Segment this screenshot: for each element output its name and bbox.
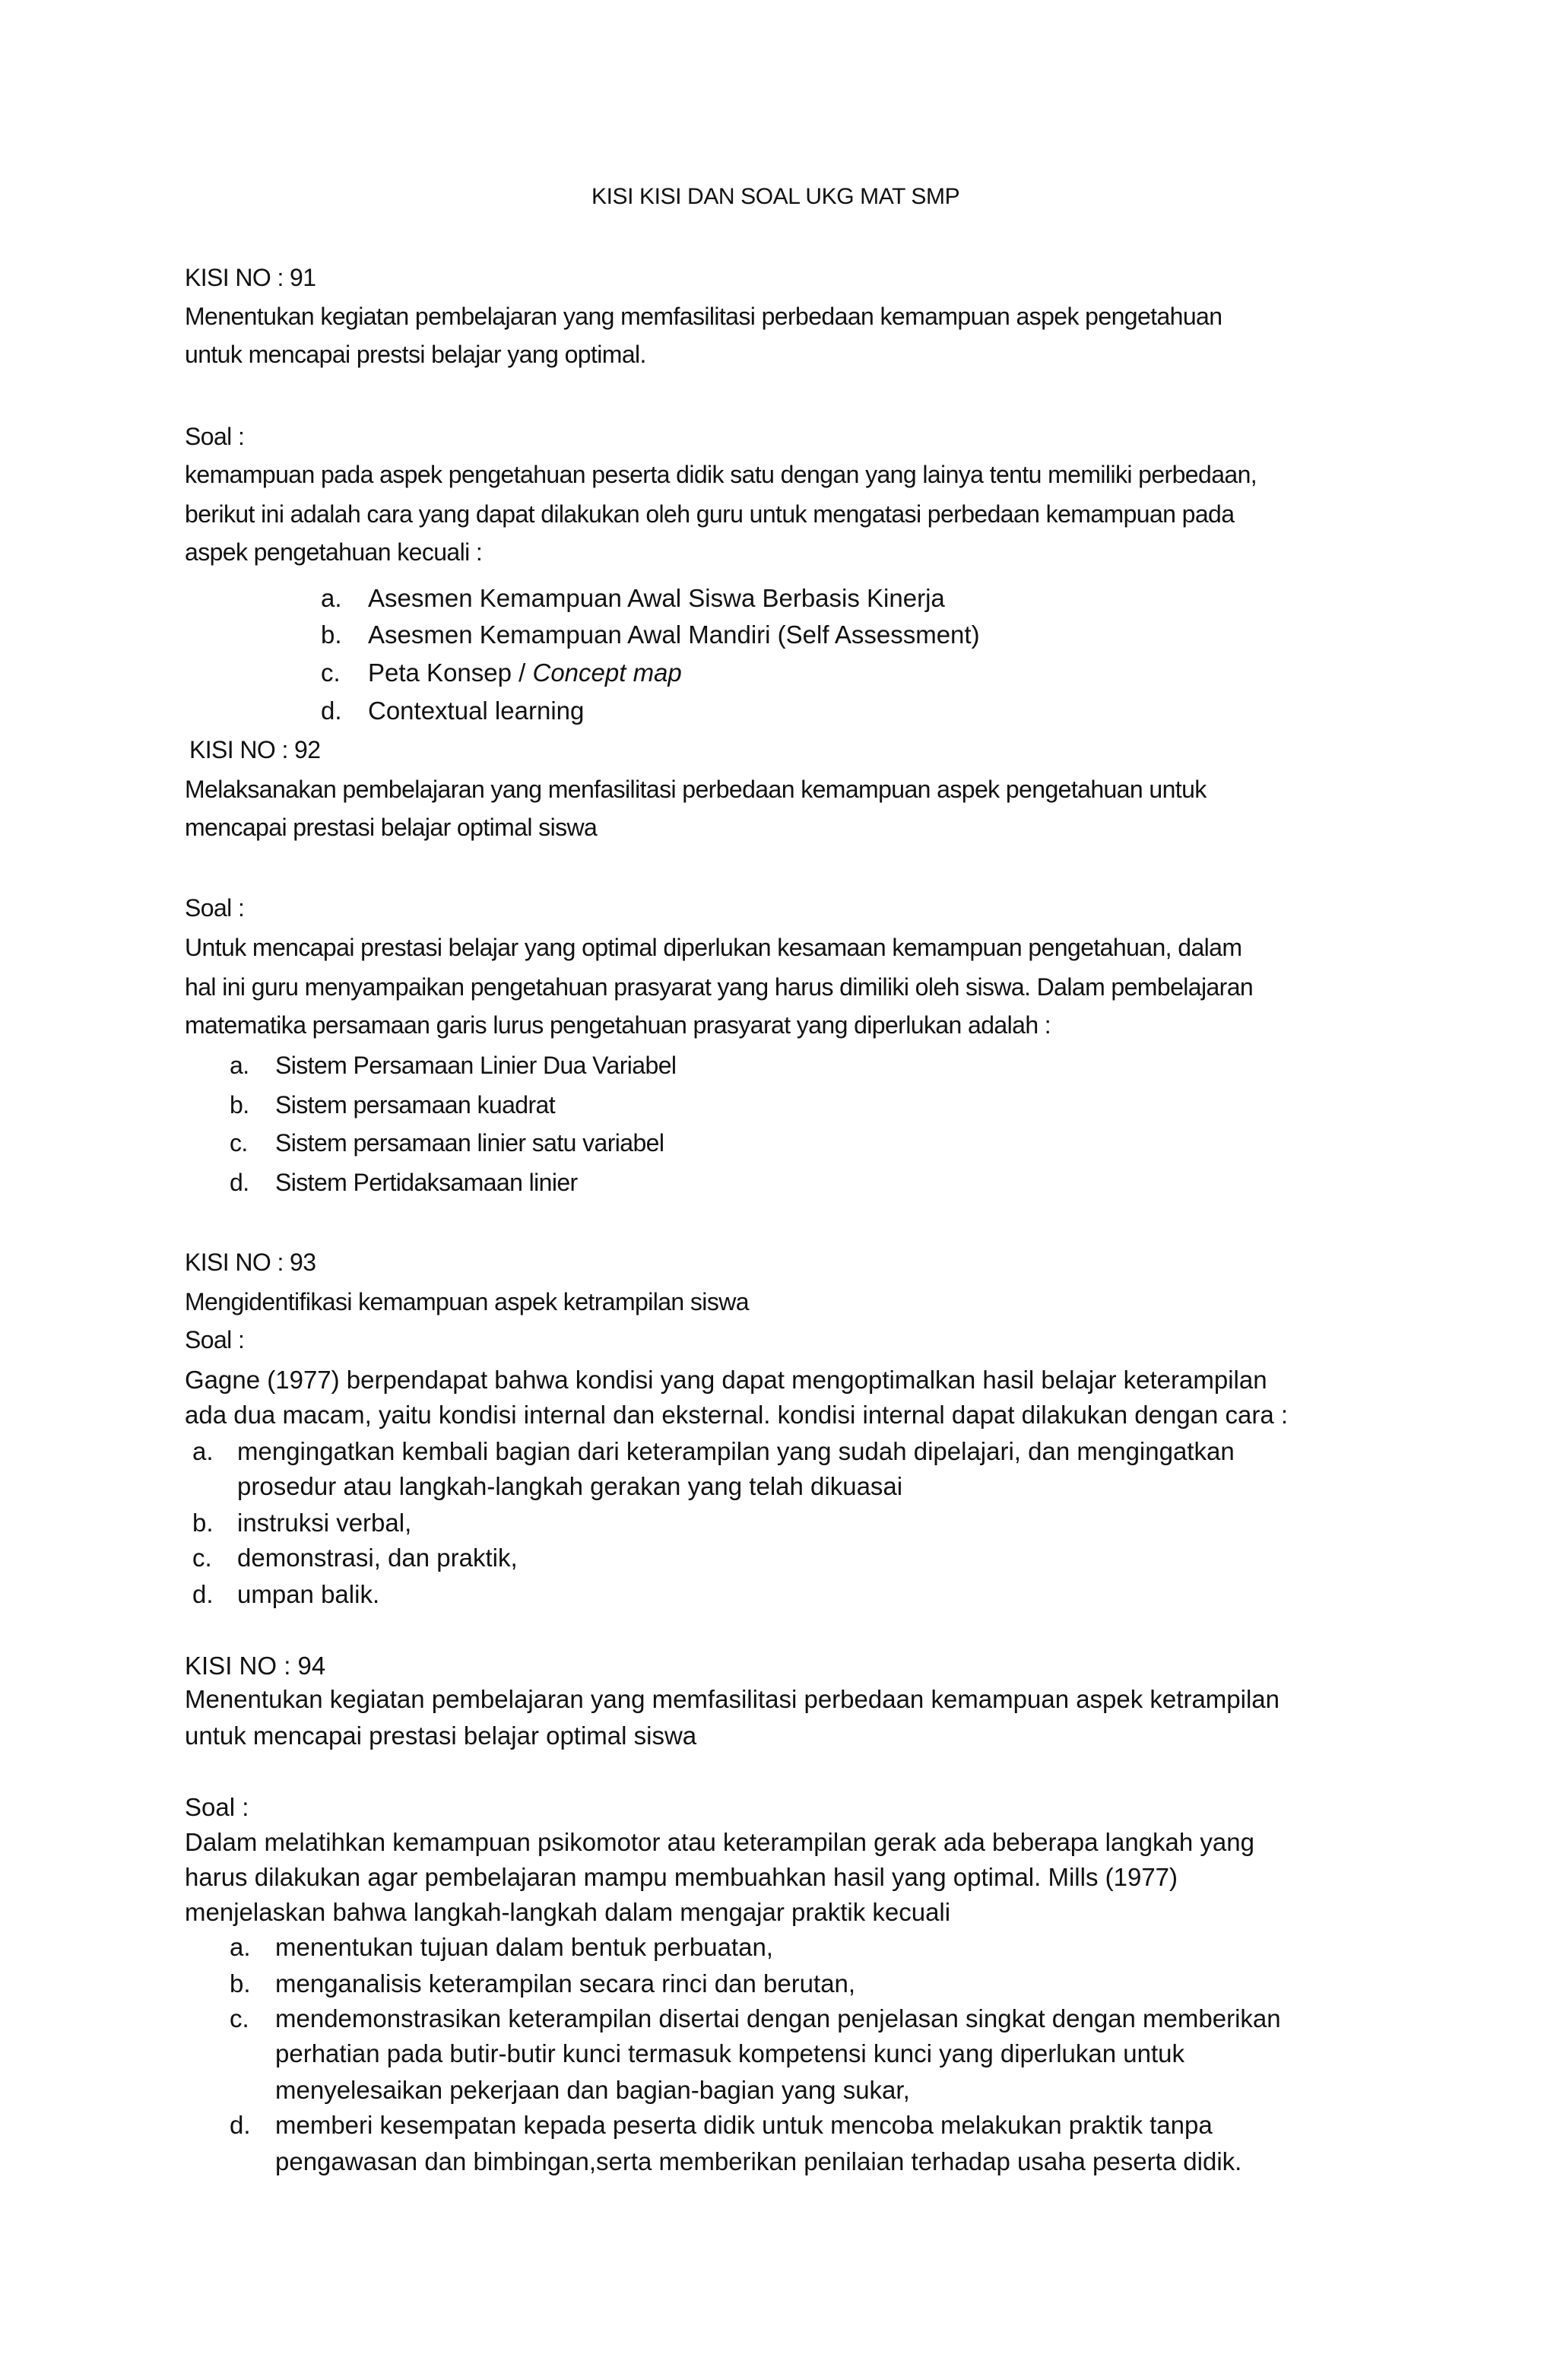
option-label: d. <box>230 1169 249 1196</box>
option-text: mendemonstrasikan keterampilan disertai dengan penjelasan singkat dengan memberikan <box>275 2004 1281 2033</box>
kisi-93-soal-label: Soal : <box>185 1326 245 1353</box>
option-text: Sistem Pertidaksamaan linier <box>275 1169 578 1196</box>
option-label: a. <box>321 584 342 612</box>
option-text: memberi kesempatan kepada peserta didik untuk mencoba melakukan praktik tanpa <box>275 2111 1213 2139</box>
option-text: demonstrasi, dan praktik, <box>237 1544 518 1572</box>
option-text: Sistem persamaan kuadrat <box>275 1091 556 1119</box>
option-text: Contextual learning <box>368 697 585 725</box>
kisi-94-heading: KISI NO : 94 <box>185 1652 326 1680</box>
kisi-94-desc-line: untuk mencapai prestasi belajar optimal siswa <box>185 1722 697 1750</box>
kisi-92-soal-line: Untuk mencapai prestasi belajar yang optimal diperlukan kesamaan kemampuan pengetahuan, dalam <box>185 934 1242 961</box>
option-text: Asesmen Kemampuan Awal Mandiri (Self Assessment) <box>368 620 980 649</box>
option-text-part: Peta Konsep / <box>368 658 533 687</box>
option-label: c. <box>321 658 341 687</box>
option-label: c. <box>230 2004 249 2033</box>
option-text: menentukan tujuan dalam bentuk perbuatan, <box>275 1933 773 1961</box>
option-label: b. <box>321 620 342 649</box>
option-label: d. <box>230 2111 251 2139</box>
option-text: pengawasan dan bimbingan,serta memberikan penilaian terhadap usaha peserta didik. <box>275 2147 1242 2175</box>
kisi-93-desc-line: Mengidentifikasi kemampuan aspek ketrampilan siswa <box>185 1288 749 1315</box>
kisi-92-desc-line: Melaksanakan pembelajaran yang menfasilitasi perbedaan kemampuan aspek pengetahuan untuk <box>185 776 1207 803</box>
option-text: menganalisis keterampilan secara rinci dan berutan, <box>275 1969 856 1998</box>
option-label: b. <box>230 1969 251 1998</box>
kisi-91-desc-line: untuk mencapai prestsi belajar yang optimal. <box>185 341 646 368</box>
kisi-91-soal-line: berikut ini adalah cara yang dapat dilakukan oleh guru untuk mengatasi perbedaan kemampuan pada <box>185 500 1235 528</box>
option-text: instruksi verbal, <box>237 1509 412 1537</box>
kisi-91-soal-line: kemampuan pada aspek pengetahuan peserta didik satu dengan yang lainya tentu memiliki perbedaan, <box>185 461 1257 488</box>
kisi-92-desc-line: mencapai prestasi belajar optimal siswa <box>185 814 598 841</box>
kisi-94-soal-line: harus dilakukan agar pembelajaran mampu membuahkan hasil yang optimal. Mills (1977) <box>185 1863 1178 1891</box>
kisi-93-soal-line: ada dua macam, yaitu kondisi internal dan eksternal. kondisi internal dapat dilakukan dengan cara : <box>185 1401 1289 1429</box>
kisi-92-soal-line: matematika persamaan garis lurus pengetahuan prasyarat yang diperlukan adalah : <box>185 1011 1051 1039</box>
option-text: Sistem persamaan linier satu variabel <box>275 1129 664 1157</box>
kisi-91-soal-line: aspek pengetahuan kecuali : <box>185 538 483 566</box>
kisi-92-soal-label: Soal : <box>185 894 245 922</box>
option-label: a. <box>230 1052 249 1079</box>
kisi-91-desc-line: Menentukan kegiatan pembelajaran yang memfasilitasi perbedaan kemampuan aspek pengetahuan <box>185 303 1222 330</box>
page-title: KISI KISI DAN SOAL UKG MAT SMP <box>591 184 960 209</box>
kisi-91-soal-label: Soal : <box>185 423 245 450</box>
option-label: c. <box>230 1129 248 1157</box>
option-text: Asesmen Kemampuan Awal Siswa Berbasis Kinerja <box>368 584 945 612</box>
kisi-94-desc-line: Menentukan kegiatan pembelajaran yang memfasilitasi perbedaan kemampuan aspek ketrampilan <box>185 1685 1280 1713</box>
option-label: a. <box>192 1437 214 1465</box>
option-label: a. <box>230 1933 251 1961</box>
option-label: b. <box>192 1509 214 1537</box>
kisi-91-heading: KISI NO : 91 <box>185 264 316 291</box>
kisi-93-heading: KISI NO : 93 <box>185 1249 316 1276</box>
kisi-92-soal-line: hal ini guru menyampaikan pengetahuan prasyarat yang harus dimiliki oleh siswa. Dalam pembelajaran <box>185 973 1254 1001</box>
option-text: menyelesaikan pekerjaan dan bagian-bagian yang sukar, <box>275 2076 910 2104</box>
option-text: mengingatkan kembali bagian dari keterampilan yang sudah dipelajari, dan mengingatkan <box>237 1437 1235 1465</box>
option-text: umpan balik. <box>237 1580 380 1608</box>
kisi-93-soal-line: Gagne (1977) berpendapat bahwa kondisi yang dapat mengoptimalkan hasil belajar keterampilan <box>185 1366 1267 1394</box>
kisi-94-soal-label: Soal : <box>185 1793 249 1821</box>
option-label: c. <box>192 1544 212 1572</box>
option-label: b. <box>230 1091 249 1119</box>
kisi-92-heading: KISI NO : 92 <box>189 736 321 763</box>
option-text-italic: Concept map <box>532 658 682 687</box>
kisi-94-soal-line: Dalam melatihkan kemampuan psikomotor atau keterampilan gerak ada beberapa langkah yang <box>185 1828 1254 1856</box>
option-text: Sistem Persamaan Linier Dua Variabel <box>275 1052 677 1079</box>
option-text: perhatian pada butir-butir kunci termasuk kompetensi kunci yang diperlukan untuk <box>275 2039 1185 2067</box>
option-text <box>368 658 682 687</box>
option-label: d. <box>321 697 342 725</box>
option-text: prosedur atau langkah-langkah gerakan yang telah dikuasai <box>237 1472 903 1500</box>
option-label: d. <box>192 1580 214 1608</box>
kisi-94-soal-line: menjelaskan bahwa langkah-langkah dalam mengajar praktik kecuali <box>185 1898 951 1926</box>
